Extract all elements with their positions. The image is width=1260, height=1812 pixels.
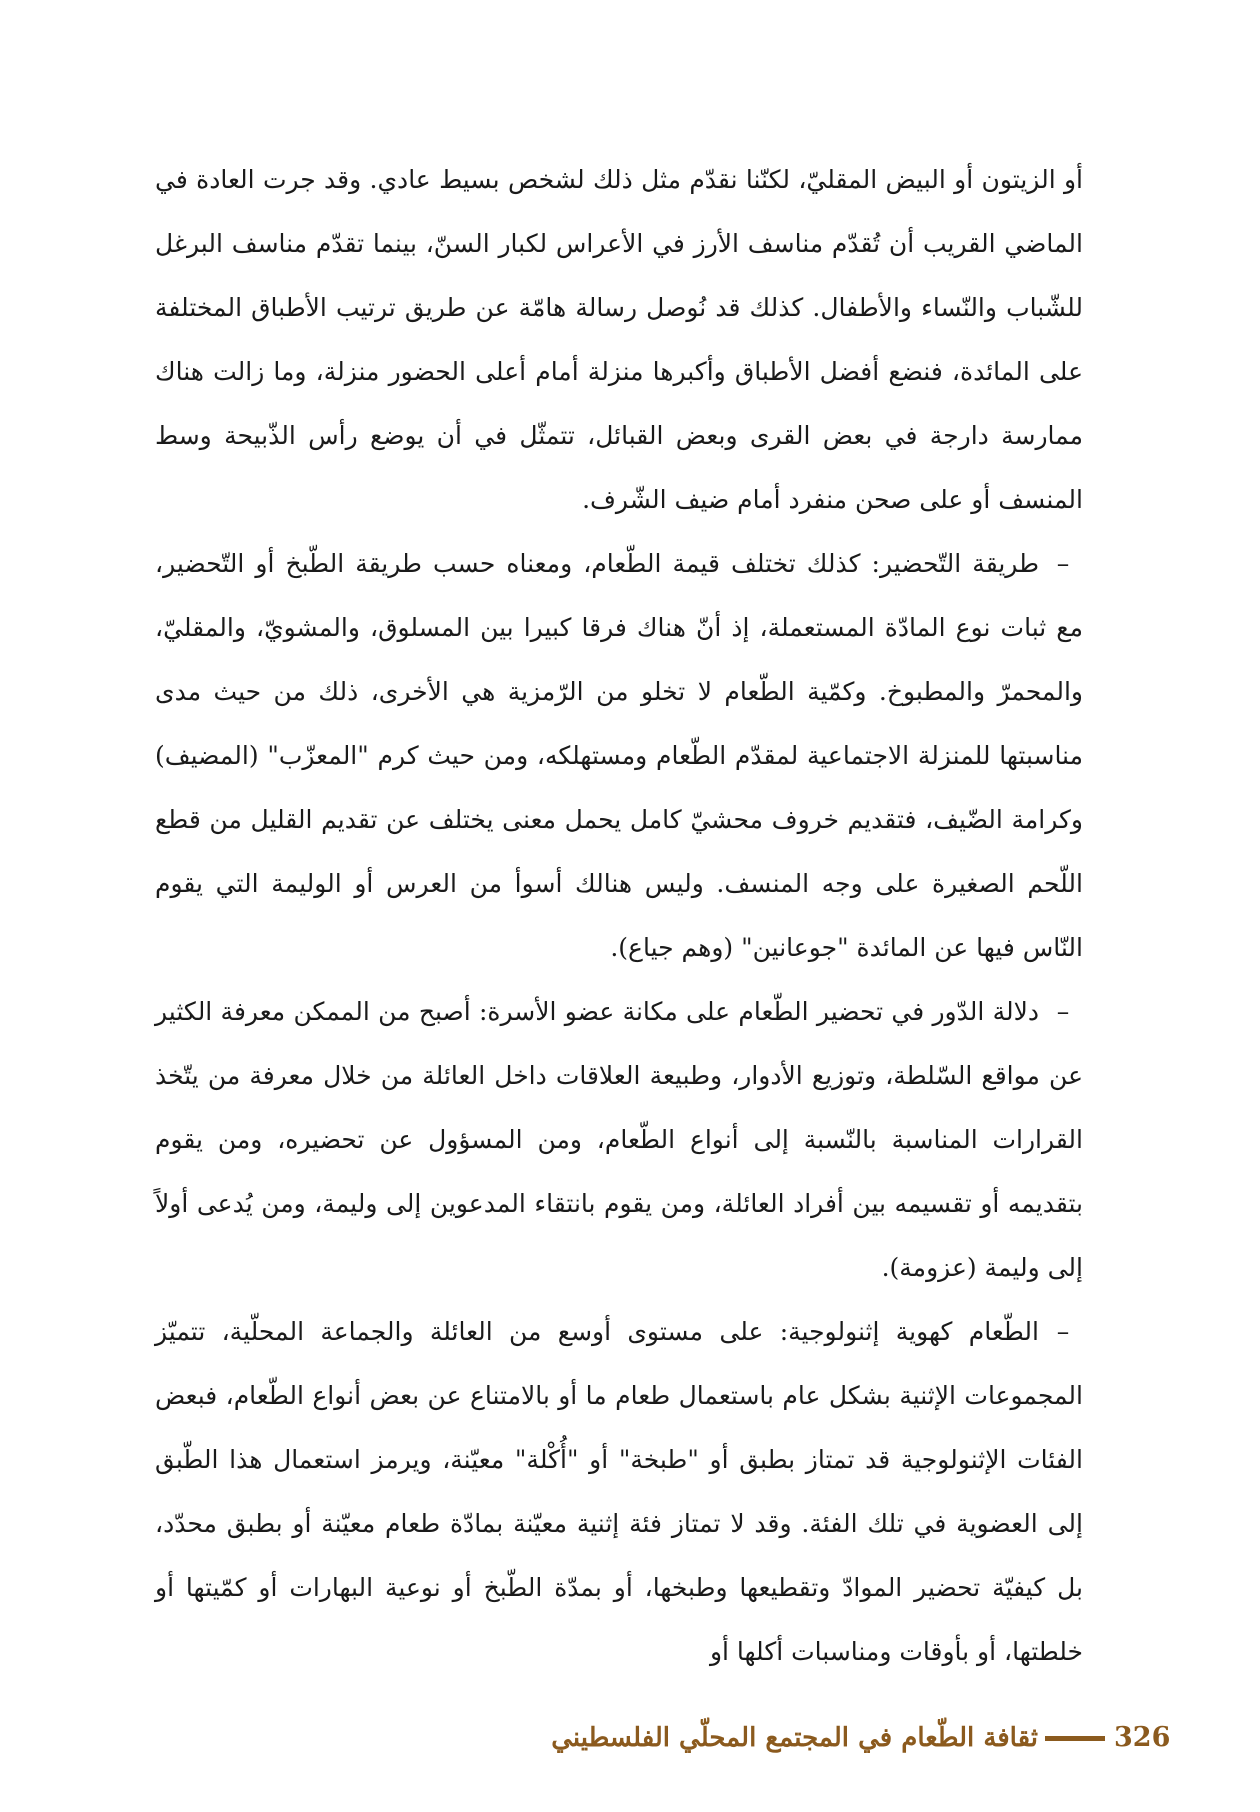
bullet-dash: – [1056, 549, 1070, 578]
page-footer [0, 1718, 1260, 1758]
main-text [155, 148, 1083, 1684]
footer-divider [1045, 1736, 1105, 1741]
bullet-preparation-method [155, 532, 1083, 980]
bullet-text: الطّعام كهوية إثنولوجية: على مستوى أوسع من العائلة والجماعة المحلّية، تتميّز المجموعات الإثنية بشكل عام باستعمال طعام ما أو بالامتناع عن بعض أنواع الطّعام، فبعض الفئات الإثنولوجية قد تمتاز بطبق أو "طبخة" أو "أُكْلة" معيّنة، ويرمز استعمال هذا الطّبق إلى العضوية في تلك الفئة. وقد لا تمتاز فئة إثنية معيّنة بمادّة طعام معيّنة أو بطبق محدّد، بل كيفيّة تحضير الموادّ وتقطيعها وطبخها، أو بمدّة الطّبخ أو نوعية البهارات أو كمّيتها أو خلطتها، أو بأوقات ومناسبات أكلها أو [155, 1317, 1083, 1666]
bullet-ethnological-identity [155, 1300, 1083, 1684]
running-book-title: ثقافة الطّعام في المجتمع المحلّي الفلسطيني [551, 1723, 1038, 1753]
bullet-dash: – [1056, 997, 1070, 1026]
bullet-family-role [155, 980, 1083, 1300]
bullet-dash: – [1056, 1317, 1070, 1346]
bullet-text: طريقة التّحضير: كذلك تختلف قيمة الطّعام، ومعناه حسب طريقة الطّبخ أو التّحضير، مع ثبات نوع المادّة المستعملة، إذ أنّ هناك فرقا كبيرا بين المسلوق، والمشويّ، والمقليّ، والمحمرّ والمطبوخ. وكمّية الطّعام لا تخلو من الرّمزية هي الأخرى، ذلك من حيث مدى مناسبتها للمنزلة الاجتماعية لمقدّم الطّعام ومستهلكه، ومن حيث كرم "المعزّب" (المضيف) وكرامة الضّيف، فتقديم خروف محشيّ كامل يحمل معنى يختلف عن تقديم القليل من قطع اللّحم الصغيرة على وجه المنسف. وليس هنالك أسوأ من العرس أو الوليمة التي يقوم النّاس فيها عن المائدة "جوعانين" (وهم جياع). [155, 549, 1083, 962]
paragraph-continuation: أو الزيتون أو البيض المقليّ، لكنّنا نقدّم مثل ذلك لشخص بسيط عادي. وقد جرت العادة في الماضي القريب أن تُقدّم مناسف الأرز في الأعراس لكبار السنّ، بينما تقدّم مناسف البرغل للشّباب والنّساء والأطفال. كذلك قد نُوصل رسالة هامّة عن طريق ترتيب الأطباق المختلفة على المائدة، فنضع أفضل الأطباق وأكبرها منزلة أمام أعلى الحضور منزلة، وما زالت هناك ممارسة دارجة في بعض القرى وبعض القبائل، تتمثّل في أن يوضع رأس الذّبيحة وسط المنسف أو على صحن منفرد أمام ضيف الشّرف. [155, 165, 1083, 514]
bullet-text: دلالة الدّور في تحضير الطّعام على مكانة عضو الأسرة: أصبح من الممكن معرفة الكثير عن مواقع السّلطة، وتوزيع الأدوار، وطبيعة العلاقات داخل العائلة من خلال معرفة من يتّخذ القرارات المناسبة بالنّسبة إلى أنواع الطّعام، ومن المسؤول عن تحضيره، ومن يقوم بتقديمه أو تقسيمه بين أفراد العائلة، ومن يقوم بانتقاء المدعوين إلى وليمة، ومن يُدعى أولاً إلى وليمة (عزومة). [155, 997, 1083, 1282]
page-number: 326 [1114, 1722, 1171, 1753]
